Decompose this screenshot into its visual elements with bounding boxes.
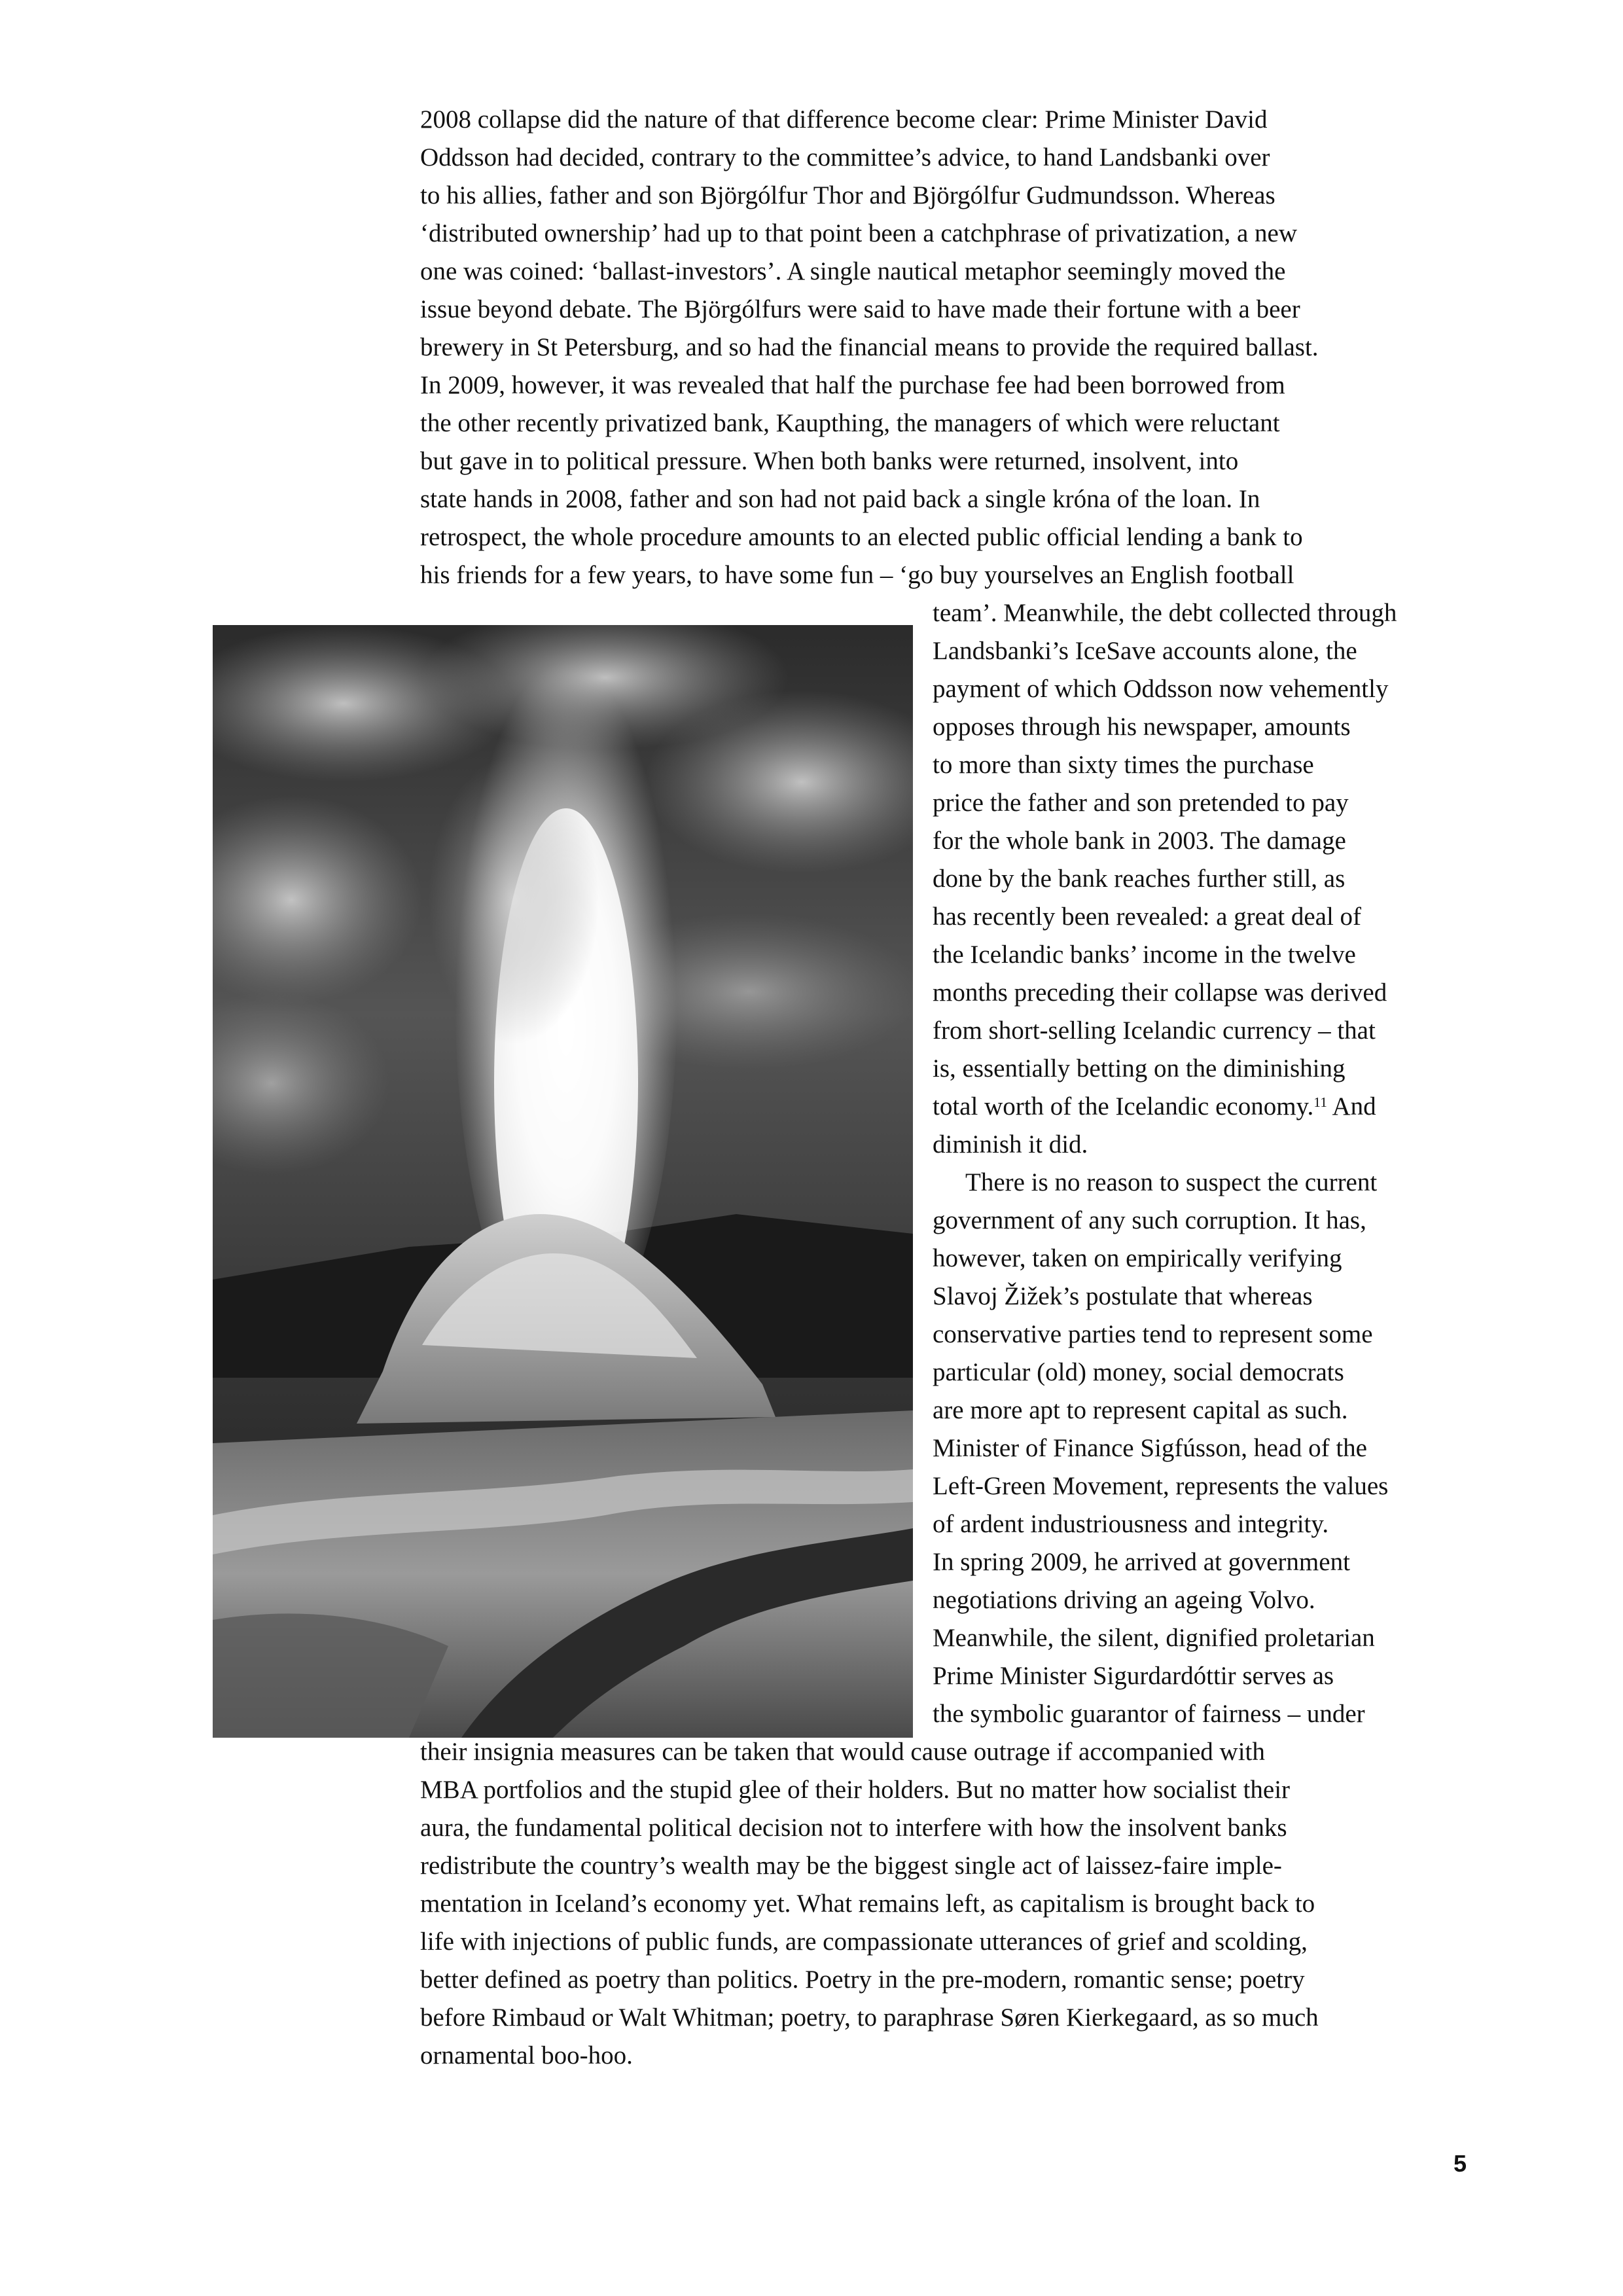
text-line: before Rimbaud or Walt Whitman; poetry, to paraphrase Søren Kierkegaard, as so much	[420, 2003, 1319, 2032]
text-line: Slavoj Žižek’s postulate that whereas	[933, 1282, 1313, 1310]
text-line: government of any such corruption. It has,	[933, 1206, 1366, 1234]
text-line: Landsbanki’s IceSave accounts alone, the	[933, 637, 1357, 665]
text-line: life with injections of public funds, are compassionate utterances of grief and scolding,	[420, 1928, 1308, 1956]
text-line: of ardent industriousness and integrity.	[933, 1510, 1329, 1538]
text-line: ornamental boo-hoo.	[420, 2041, 633, 2070]
text-line: opposes through his newspaper, amounts	[933, 713, 1351, 741]
text-line: his friends for a few years, to have some fun – ‘go buy yourselves an English football	[420, 561, 1294, 589]
text-line: state hands in 2008, father and son had not paid back a single króna of the loan. In	[420, 485, 1260, 513]
text-line: ‘distributed ownership’ had up to that point been a catchphrase of privatization, a new	[420, 219, 1298, 247]
text-line: In 2009, however, it was revealed that half the purchase fee had been borrowed from	[420, 371, 1285, 399]
geyser-image	[213, 625, 913, 1738]
text-line: price the father and son pretended to pay	[933, 789, 1349, 817]
text-line: but gave in to political pressure. When both banks were returned, insolvent, into	[420, 447, 1239, 475]
footnote-marker: 11	[1313, 1094, 1327, 1111]
text-line: from short-selling Icelandic currency – that	[933, 1016, 1376, 1045]
text-line: MBA portfolios and the stupid glee of their holders. But no matter how socialist their	[420, 1776, 1291, 1804]
text-line: months preceding their collapse was derived	[933, 978, 1387, 1007]
text-line: one was coined: ‘ballast-investors’. A single nautical metaphor seemingly moved the	[420, 257, 1286, 285]
text-line: Oddsson had decided, contrary to the committee’s advice, to hand Landsbanki over	[420, 143, 1270, 171]
text-line: particular (old) money, social democrats	[933, 1358, 1344, 1386]
text-line: to his allies, father and son Björgólfur Thor and Björgólfur Gudmundsson. Whereas	[420, 181, 1275, 209]
page-number: 5	[1454, 2150, 1467, 2177]
text-line: aura, the fundamental political decision not to interfere with how the insolvent banks	[420, 1814, 1287, 1842]
text-line: their insignia measures can be taken that would cause outrage if accompanied with	[420, 1738, 1265, 1766]
footnote-line-text: total worth of the Icelandic economy.	[933, 1092, 1314, 1121]
text-line: better defined as poetry than politics. Poetry in the pre-modern, romantic sense; poetry	[420, 1965, 1305, 1994]
text-line: 2008 collapse did the nature of that difference become clear: Prime Minister David	[420, 105, 1268, 134]
text-line: issue beyond debate. The Björgólfurs were said to have made their fortune with a beer	[420, 295, 1300, 323]
text-line: team’. Meanwhile, the debt collected through	[933, 599, 1397, 627]
text-line: is, essentially betting on the diminishing	[933, 1054, 1346, 1083]
text-line: for the whole bank in 2003. The damage	[933, 827, 1346, 855]
text-line: negotiations driving an ageing Volvo.	[933, 1586, 1315, 1614]
text-line: mentation in Iceland’s economy yet. What remains left, as capitalism is brought back to	[420, 1890, 1315, 1918]
text-line: brewery in St Petersburg, and so had the financial means to provide the required ballast.	[420, 333, 1319, 361]
text-line: Prime Minister Sigurdardóttir serves as	[933, 1662, 1334, 1690]
text-line: Minister of Finance Sigfússon, head of the	[933, 1434, 1367, 1462]
paragraph-start-line: There is no reason to suspect the current	[965, 1168, 1378, 1196]
text-line	[933, 1088, 1376, 1126]
text-line: has recently been revealed: a great deal of	[933, 903, 1362, 931]
text-line: the symbolic guarantor of fairness – under	[933, 1700, 1365, 1728]
text-line: retrospect, the whole procedure amounts to an elected public official lending a bank to	[420, 523, 1303, 551]
text-line: redistribute the country’s wealth may be the biggest single act of laissez-faire imple-	[420, 1852, 1282, 1880]
text-line: to more than sixty times the purchase	[933, 751, 1314, 779]
text-line: however, taken on empirically verifying	[933, 1244, 1342, 1272]
text-line: diminish it did.	[933, 1130, 1088, 1158]
text-line: In spring 2009, he arrived at government	[933, 1548, 1350, 1576]
text-line: Meanwhile, the silent, dignified proletarian	[933, 1624, 1375, 1652]
text-line: Left-Green Movement, represents the values	[933, 1472, 1389, 1500]
text-line: payment of which Oddsson now vehemently	[933, 675, 1389, 703]
text-line: done by the bank reaches further still, as	[933, 865, 1346, 893]
text-line: conservative parties tend to represent some	[933, 1320, 1373, 1348]
geyser-photo	[213, 625, 913, 1738]
text-line: are more apt to represent capital as such.	[933, 1396, 1348, 1424]
footnote-line-tail: And	[1327, 1092, 1376, 1121]
text-line: the Icelandic banks’ income in the twelve	[933, 941, 1356, 969]
text-line: the other recently privatized bank, Kaupthing, the managers of which were reluctant	[420, 409, 1280, 437]
